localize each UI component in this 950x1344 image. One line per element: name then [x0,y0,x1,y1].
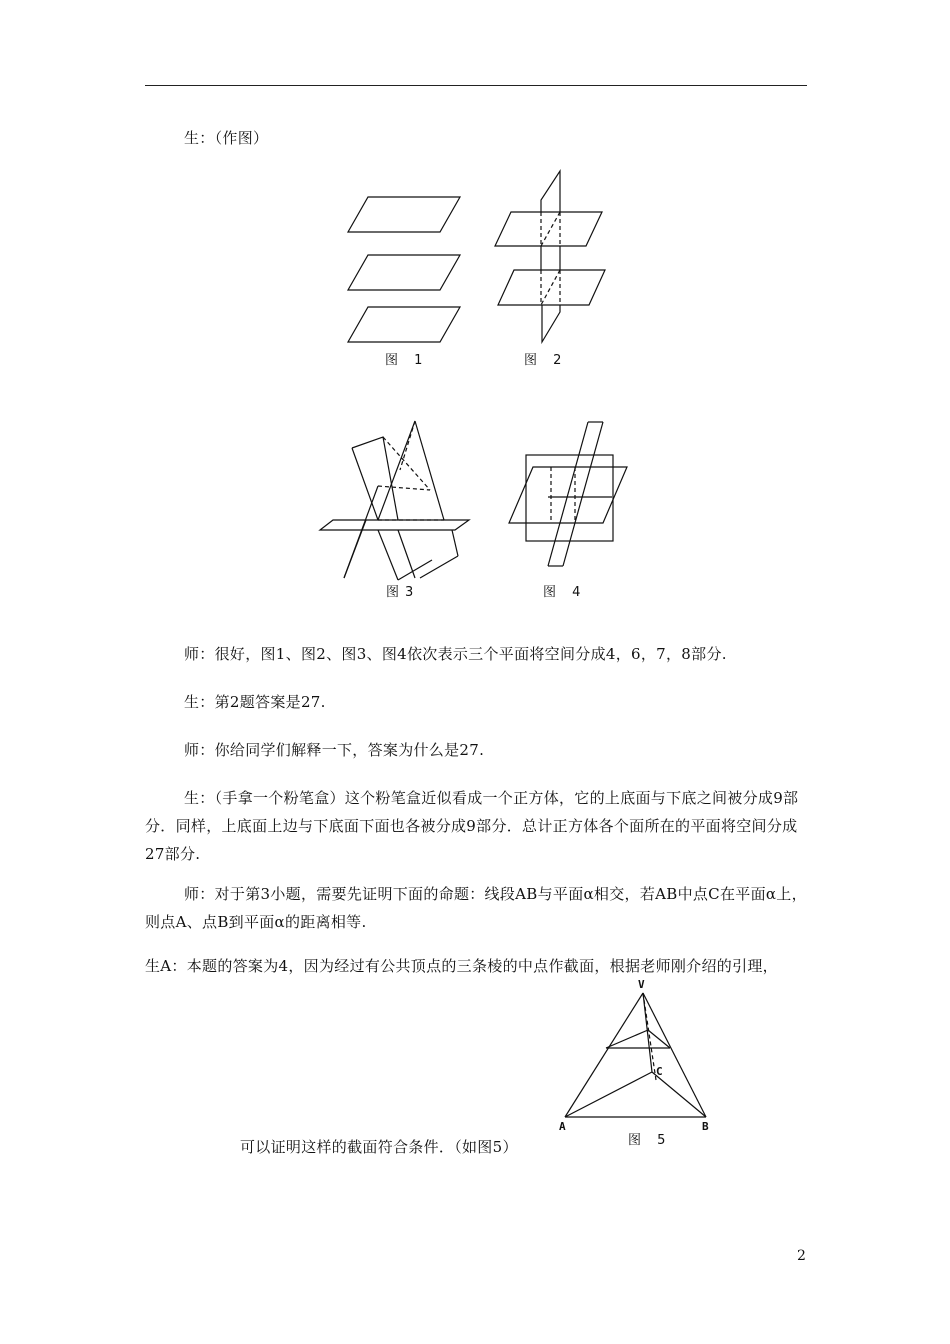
figure-2-caption: 图 2 [524,353,568,368]
paragraph-section-proof: 可以证明这样的截面符合条件．（如图5） [240,1138,518,1156]
figure-1-three-parallel-planes [348,197,460,342]
paragraph-student-drawing: 生：（作图） [184,129,269,147]
figure-4-planes [509,422,627,566]
paragraph-teacher-explain: 师：你给同学们解释一下，答案为什么是27. [184,741,485,759]
figure-2-planes [495,171,605,342]
point-label-c: C [656,1065,663,1078]
figure-5-caption: 图 5 [628,1133,672,1148]
point-label-b: B [702,1120,709,1133]
figure-4-caption: 图 4 [543,585,587,600]
paragraph-teacher-lemma: 师：对于第3小题，需要先证明下面的命题：线段AB与平面α相交，若AB中点C在平面α上，则点A、点B到平面α的距离相等. [145,885,807,931]
paragraph-teacher-good: 师：很好，图1、图2、图3、图4依次表示三个平面将空间分成4，6，7，8部分. [184,645,727,663]
paragraph-student-a-answer: 生A：本题的答案为4，因为经过有公共顶点的三条棱的中点作截面，根据老师刚介绍的引理， [145,957,778,975]
point-label-v: V [638,978,645,991]
page-number: 2 [797,1248,806,1264]
figure-5-tetrahedron [565,993,706,1117]
paragraph-student-chalkbox: 生：（手拿一个粉笔盒）这个粉笔盒近似看成一个正方体，它的上底面与下底之间被分成9部分．同样，上底面上边与下底面下面也各被分成9部分．总计正方体各个面所在的平面将空间分成27部分. [145,789,799,863]
figure-1-caption: 图 1 [385,353,429,368]
figure-3-caption: 图3 [386,585,420,600]
point-label-a: A [559,1120,566,1133]
paragraph-student-answer-2: 生：第2题答案是27. [184,693,326,711]
figure-3-planes [320,421,469,580]
